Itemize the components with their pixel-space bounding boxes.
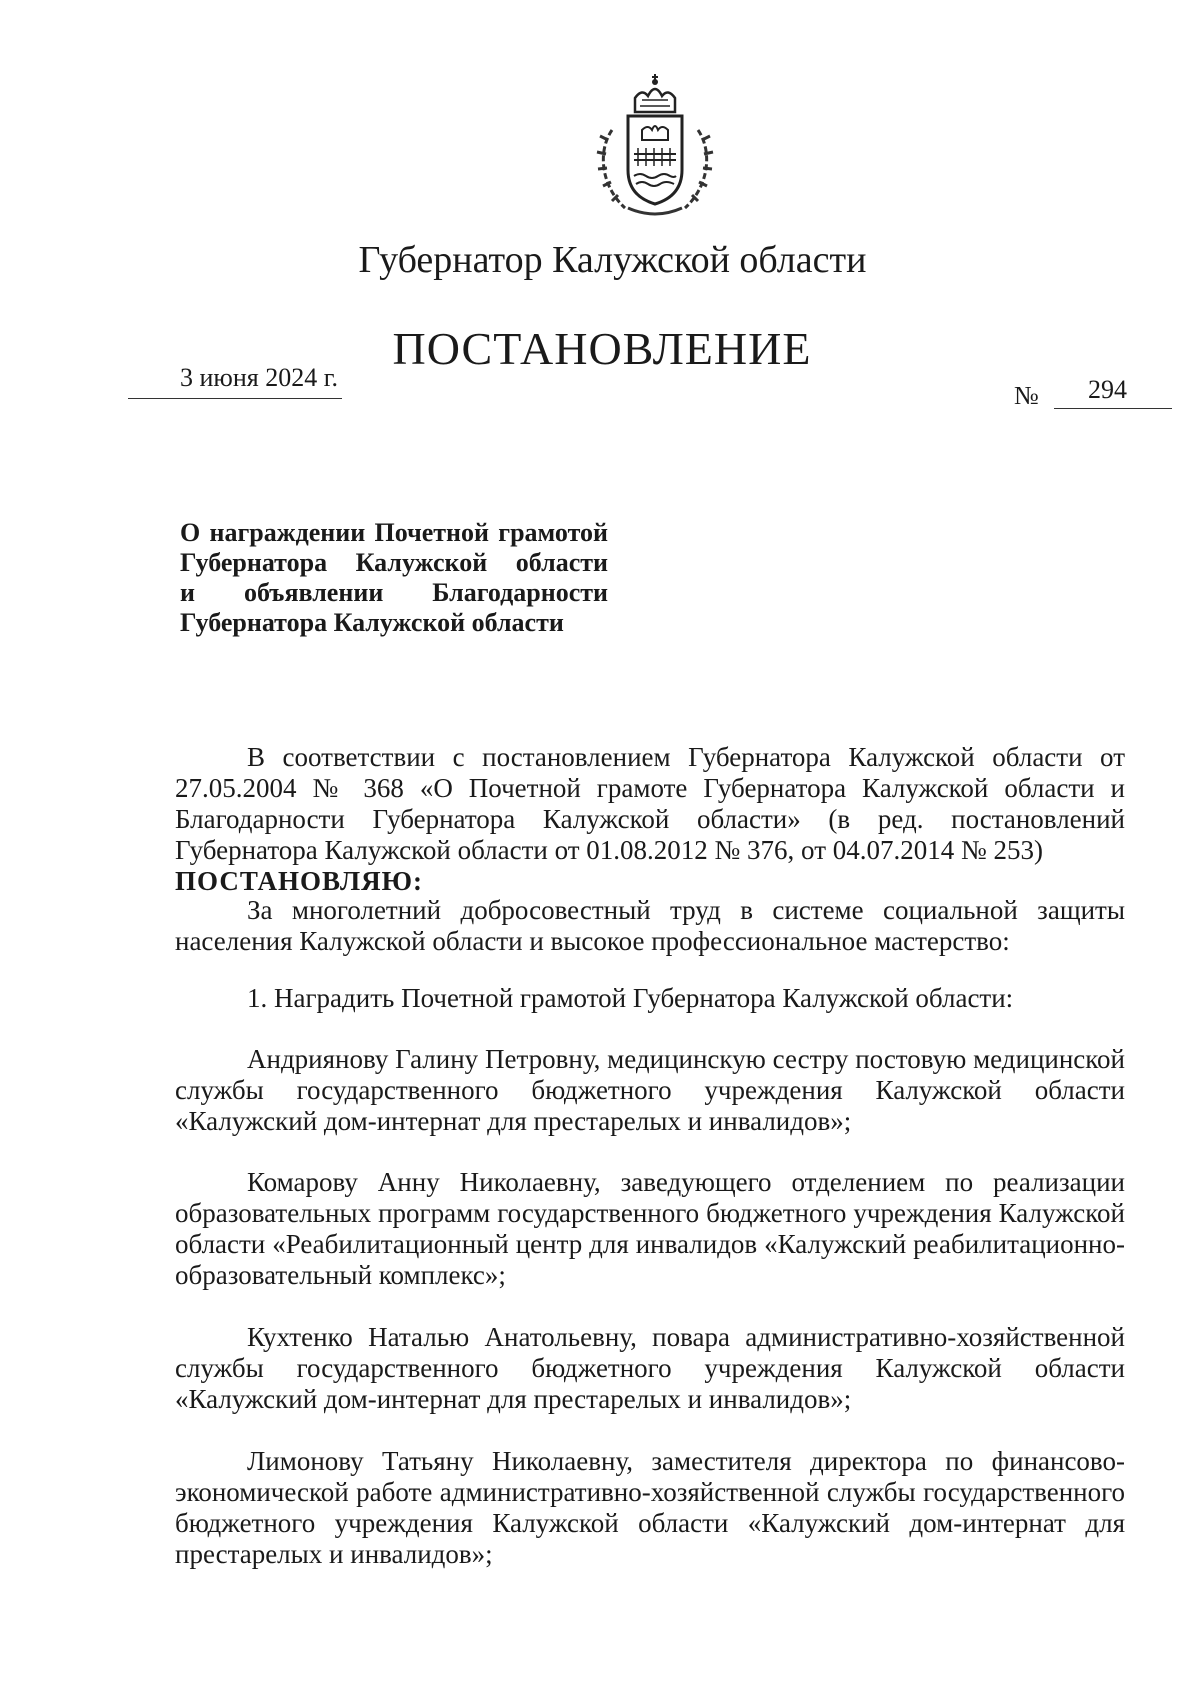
reason-block: [175, 895, 1125, 957]
reason-text: За многолетний добросовестный труд в системе социальной защиты населения Калужской области и высокое профессиональное мастерство:: [175, 895, 1125, 956]
awardee-entry: [175, 1044, 1125, 1137]
subject-line: и объявлении Благодарности: [180, 578, 608, 607]
number-underline: [1054, 408, 1172, 409]
preamble-block: [175, 742, 1125, 897]
coat-of-arms-emblem: [590, 70, 720, 220]
awardee-text: Лимонову Татьяну Николаевну, заместителя директора по финансово-экономической работе административно-хозяйственной службы государственного бюджетного учреждения Калужской области «Калужский дом-интернат для престарелых и инвалидов»;: [175, 1446, 1125, 1569]
awardee-text: Андриянову Галину Петровну, медицинскую сестру постовую медицинской службы государственного бюджетного учреждения Калужской области «Калужский дом-интернат для престарелых и инвалидов»;: [175, 1044, 1125, 1136]
awardee-text: Кухтенко Наталью Анатольевну, повара административно-хозяйственной службы государственного бюджетного учреждения Калужской области «Калужский дом-интернат для престарелых и инвалидов»;: [175, 1322, 1125, 1414]
document-number: 294: [1088, 375, 1127, 404]
document-subject: [180, 518, 608, 638]
item1-block: [175, 983, 1125, 1014]
date-underline: [128, 398, 342, 399]
item1-heading: 1. Наградить Почетной грамотой Губернатора Калужской области:: [247, 983, 1014, 1013]
awardee-entry: [175, 1167, 1125, 1291]
document-type-title: ПОСТАНОВЛЕНИЕ: [392, 323, 812, 374]
subject-line: Губернатора Калужской области: [180, 608, 564, 637]
coat-of-arms-icon: [590, 70, 720, 220]
preamble-text: В соответствии с постановлением Губернатора Калужской области от 27.05.2004 № 368 «О Почетной грамоте Губернатора Калужской области и Благодарности Губернатора Калужской области» (в ред. постановлений Губернатора Калужской области от 01.08.2012 № 376, от 04.07.2014 № 253): [175, 742, 1125, 865]
number-sign: №: [1014, 381, 1039, 410]
awardee-text: Комарову Анну Николаевну, заведующего отделением по реализации образовательных программ государственного бюджетного учреждения Калужской области «Реабилитационный центр для инвалидов «Калужский реабилитационно-образовательный комплекс»;: [175, 1167, 1125, 1290]
awardee-entry: [175, 1322, 1125, 1415]
document-date: 3 июня 2024 г.: [180, 363, 338, 392]
awardee-entry: [175, 1446, 1125, 1570]
subject-line: Губернатора Калужской области: [180, 548, 608, 577]
issuing-authority: Губернатор Калужской области: [358, 239, 867, 281]
subject-line: О награждении Почетной грамотой: [180, 518, 608, 547]
decree-word: ПОСТАНОВЛЯЮ:: [175, 866, 423, 896]
